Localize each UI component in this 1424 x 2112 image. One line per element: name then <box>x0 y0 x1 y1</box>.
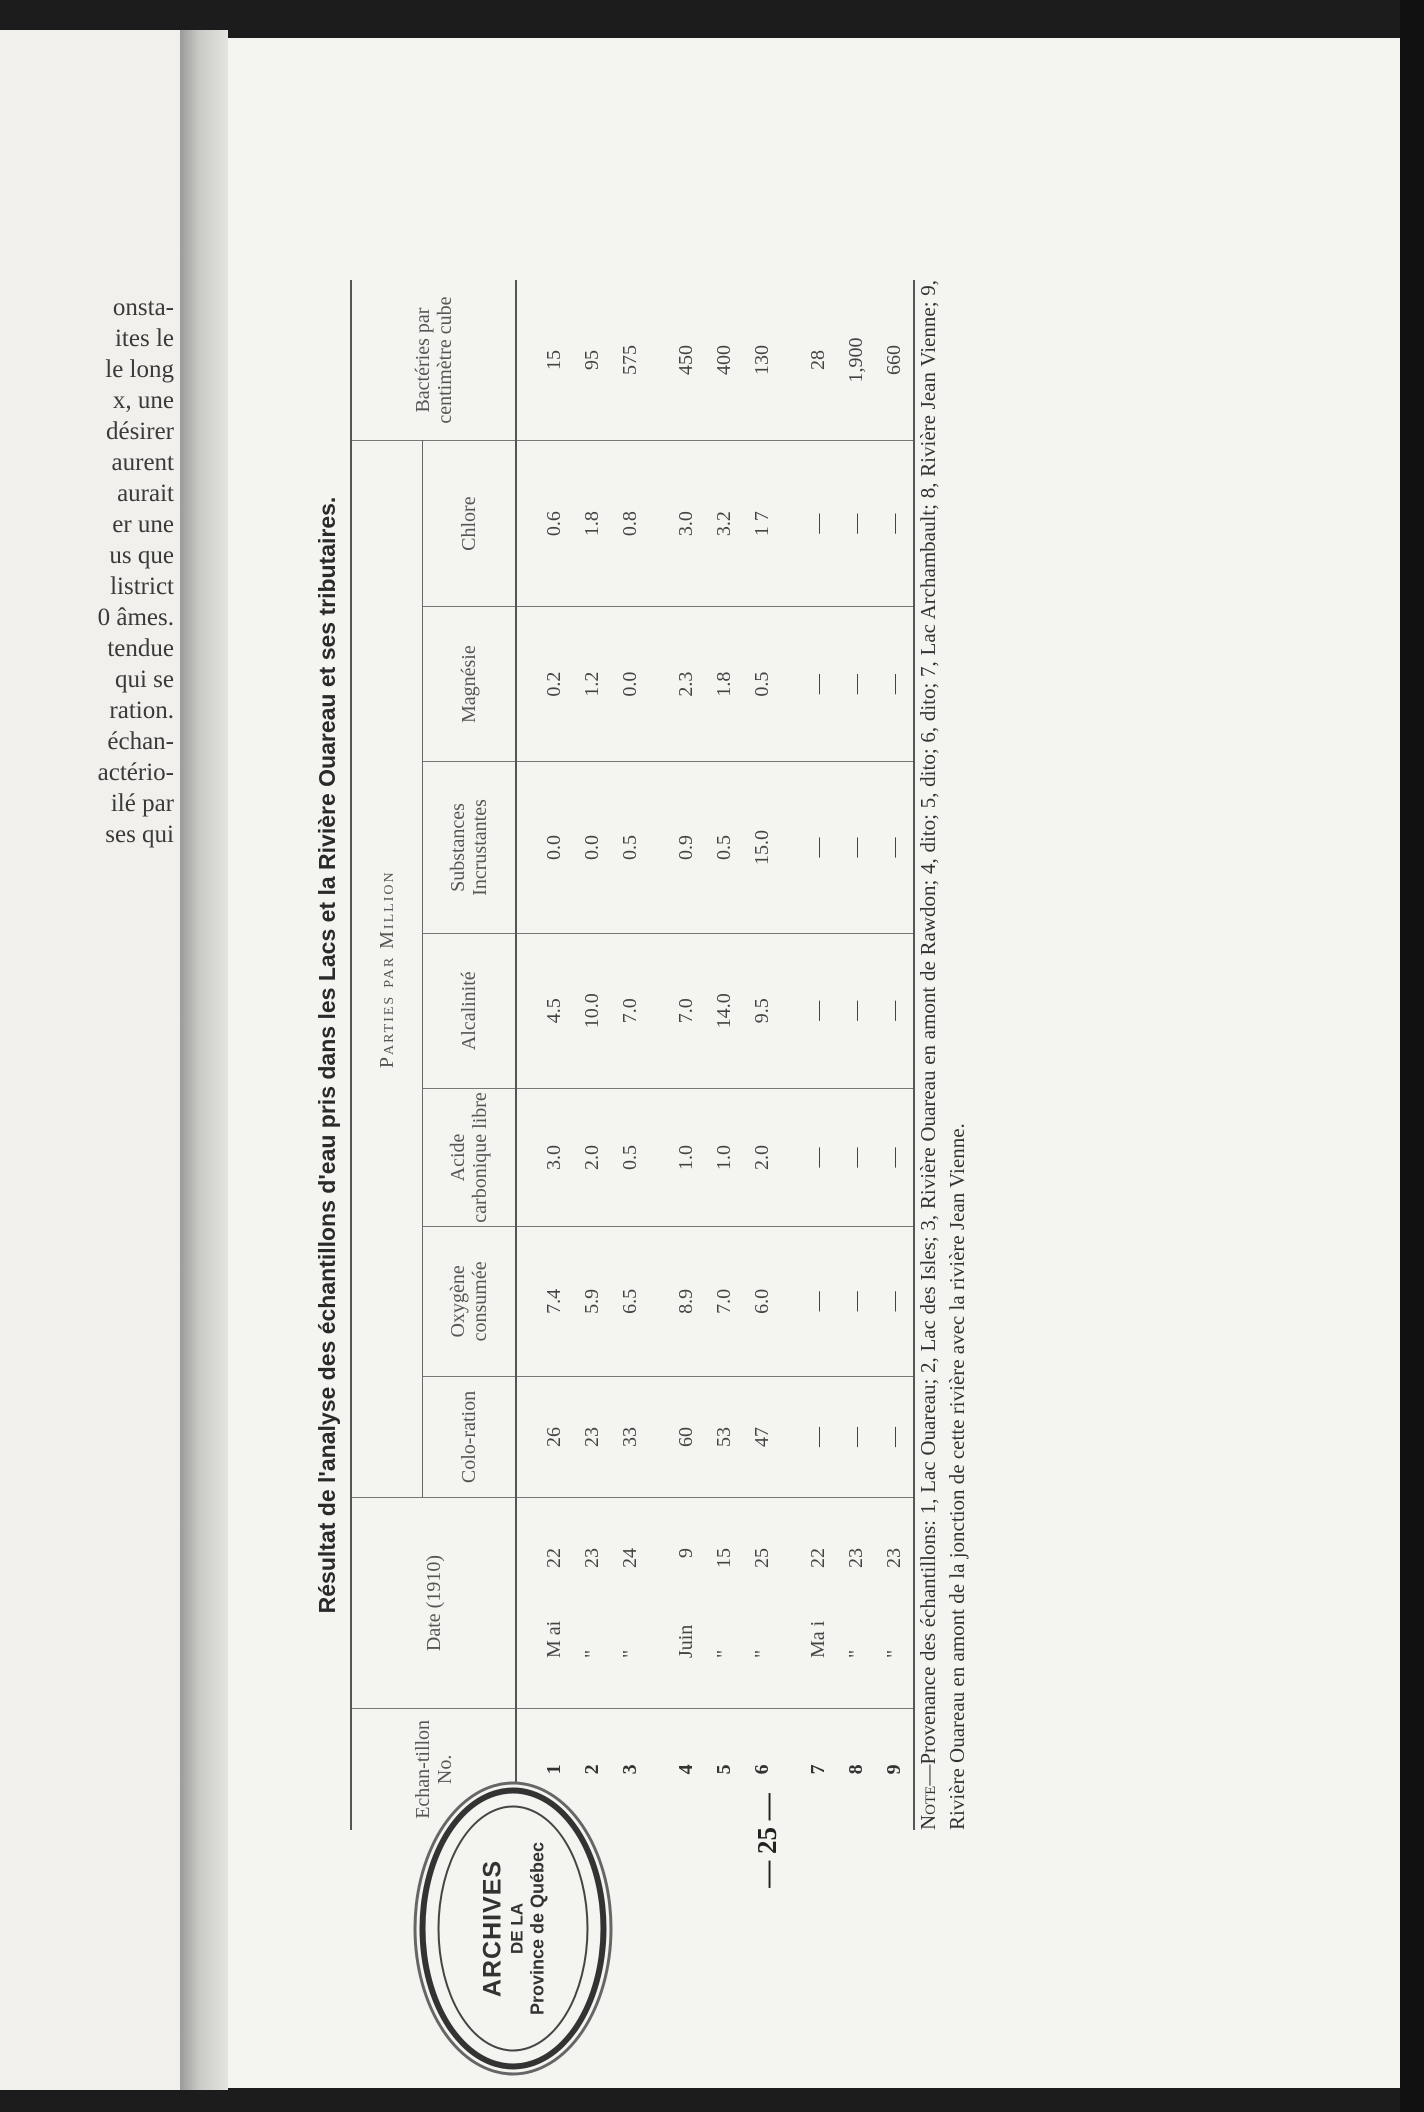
header-parties-par-million: Parties par Million <box>351 441 423 1498</box>
cell-date-day: 9 <box>674 1548 697 1559</box>
cell-date <box>649 1498 705 1708</box>
cell-coloration: 60 <box>649 1376 705 1498</box>
cell-oxygene: — <box>781 1227 837 1376</box>
cell-alcalinite: — <box>875 933 914 1088</box>
cell-oxygene: 6.5 <box>611 1227 649 1376</box>
table-note <box>914 280 972 1830</box>
left-page-text-fragment: er une <box>112 511 174 538</box>
cell-magnesie: 1.2 <box>573 607 611 762</box>
cell-no: 8 <box>844 1764 867 1775</box>
cell-bacteries: 28 <box>781 280 837 441</box>
left-page-text-fragment: tendue <box>107 635 174 662</box>
cell-chlore: — <box>837 441 875 607</box>
cell-chlore: — <box>875 441 914 607</box>
cell-magnesie: — <box>837 607 875 762</box>
cell-substances: 0.0 <box>573 762 611 934</box>
cell-alcalinite: 4.5 <box>516 933 573 1088</box>
cell-substances: — <box>837 762 875 934</box>
header-chlore: Chlore <box>423 441 517 607</box>
cell-alcalinite: — <box>837 933 875 1088</box>
cell-coloration: — <box>781 1376 837 1498</box>
left-page-text-fragment: onsta- <box>112 294 174 321</box>
cell-bacteries: 400 <box>705 280 743 441</box>
cell-acide: 1.0 <box>705 1088 743 1226</box>
cell-date-month: " <box>882 1649 905 1659</box>
page-number: — 25 — <box>751 1793 782 1888</box>
cell-date <box>611 1498 649 1708</box>
cell-magnesie: 0.0 <box>611 607 649 762</box>
cell-date-day: 23 <box>844 1548 867 1569</box>
table-row <box>611 280 649 1830</box>
cell-coloration: — <box>875 1376 914 1498</box>
cell-substances: 0.5 <box>705 762 743 934</box>
cell-bacteries: 1,900 <box>837 280 875 441</box>
table-title: Résultat de l'analyse des échantillons d'eau pris dans les Lacs et la Rivière Ouareau et ses tributaires. <box>314 496 340 1614</box>
cell-no: 7 <box>806 1764 829 1775</box>
cell-magnesie: 2.3 <box>649 607 705 762</box>
left-page <box>0 30 180 2090</box>
cell-substances: 15.0 <box>743 762 781 934</box>
left-page-text-fragment: échan- <box>107 728 174 755</box>
cell-coloration: 23 <box>573 1376 611 1498</box>
cell-chlore: 3.2 <box>705 441 743 607</box>
left-page-text-fragment: ration. <box>109 697 174 724</box>
cell-alcalinite: — <box>781 933 837 1088</box>
left-page-text-fragment: ilé par <box>110 790 174 817</box>
book-gutter <box>180 30 228 2090</box>
left-page-text-fragment: aurait <box>117 480 174 507</box>
cell-date-month: " <box>844 1649 867 1659</box>
stamp-line-3: Province de Québec <box>527 1841 547 2016</box>
cell-date-month: " <box>580 1649 603 1659</box>
left-page-text-fragment: qui se <box>114 666 174 693</box>
cell-substances: — <box>875 762 914 934</box>
cell-bacteries: 575 <box>611 280 649 441</box>
cell-magnesie: 1.8 <box>705 607 743 762</box>
cell-magnesie: — <box>781 607 837 762</box>
left-page-text-fragment: ites le <box>114 325 174 352</box>
cell-alcalinite: 7.0 <box>611 933 649 1088</box>
cell-date <box>837 1498 875 1708</box>
header-oxygene: Oxygène consumée <box>423 1227 517 1376</box>
table-row <box>837 280 875 1830</box>
cell-no: 1 <box>542 1764 565 1775</box>
cell-no: 6 <box>750 1764 773 1775</box>
cell-date-month: Ma i <box>806 1620 829 1659</box>
table-row <box>781 280 837 1830</box>
cell-date-month: " <box>618 1649 641 1659</box>
cell-alcalinite: 14.0 <box>705 933 743 1088</box>
cell-oxygene: 6.0 <box>743 1227 781 1376</box>
cell-date <box>875 1498 914 1708</box>
cell-date-day: 23 <box>580 1548 603 1569</box>
cell-chlore: — <box>781 441 837 607</box>
cell-acide: 1.0 <box>649 1088 705 1226</box>
left-page-text-fragment: 0 âmes. <box>97 604 174 631</box>
cell-substances: 0.0 <box>516 762 573 934</box>
cell-oxygene: — <box>837 1227 875 1376</box>
cell-date <box>705 1498 743 1708</box>
header-coloration: Colo-ration <box>423 1376 517 1498</box>
cell-bacteries: 130 <box>743 280 781 441</box>
cell-oxygene: 8.9 <box>649 1227 705 1376</box>
cell-substances: — <box>781 762 837 934</box>
cell-no: 3 <box>618 1764 641 1775</box>
left-page-text-fragment: us que <box>109 542 174 569</box>
header-acide: Acide carbonique libre <box>423 1088 517 1226</box>
table-row <box>649 280 705 1830</box>
cell-oxygene: 5.9 <box>573 1227 611 1376</box>
table-row <box>705 280 743 1830</box>
cell-chlore: 1.8 <box>573 441 611 607</box>
cell-acide: 0.5 <box>611 1088 649 1226</box>
stamp-line-1: ARCHIVES <box>478 1859 506 1998</box>
cell-date-day: 22 <box>542 1548 565 1569</box>
cell-date <box>516 1498 573 1708</box>
cell-acide: — <box>837 1088 875 1226</box>
cell-no: 9 <box>882 1764 905 1775</box>
cell-chlore: 0.8 <box>611 441 649 607</box>
cell-coloration: 26 <box>516 1376 573 1498</box>
left-page-text-fragment: x, une <box>112 387 174 414</box>
cell-oxygene: — <box>875 1227 914 1376</box>
cell-date-month: " <box>750 1649 773 1659</box>
cell-date <box>573 1498 611 1708</box>
cell-alcalinite: 9.5 <box>743 933 781 1088</box>
left-page-text-fragment: listrict <box>110 573 174 600</box>
header-alcalinite: Alcalinité <box>423 933 517 1088</box>
stamp-line-2: DE LA <box>507 1903 526 1954</box>
cell-alcalinite: 10.0 <box>573 933 611 1088</box>
cell-date-day: 22 <box>806 1548 829 1569</box>
cell-chlore: 1 7 <box>743 441 781 607</box>
cell-date-month: Juin <box>674 1624 697 1659</box>
left-page-text-fragment: actério- <box>97 759 174 786</box>
cell-coloration: 53 <box>705 1376 743 1498</box>
cell-coloration: — <box>837 1376 875 1498</box>
header-substances: Substances Incrustantes <box>423 762 517 934</box>
right-edge <box>1400 0 1424 2112</box>
cell-date-day: 25 <box>750 1548 773 1569</box>
header-date: Date (1910) <box>351 1498 516 1708</box>
note-text: —Provenance des échantillons: 1, Lac Ouareau; 2, Lac des Isles; 3, Rivière Ouareau en amont de Rawdon; 4, dito; 5, dito; 6, dito; 7, Lac Archambault; 8, Rivière Jean Vienne; 9, Rivière Ouareau en amont de la jonction de cette rivière avec la rivière Jean Vienne. <box>916 280 969 1830</box>
cell-date-month: M ai <box>542 1620 565 1659</box>
cell-bacteries: 450 <box>649 280 705 441</box>
cell-magnesie: 0.5 <box>743 607 781 762</box>
rotated-table-page <box>314 280 1229 1830</box>
cell-no: 5 <box>712 1764 735 1775</box>
cell-acide: — <box>875 1088 914 1226</box>
header-bacteries: Bactéries par centimètre cube <box>351 280 516 441</box>
cell-date-month: " <box>712 1649 735 1659</box>
header-echantillon: Echan-tillon No. <box>351 1708 516 1830</box>
cell-bacteries: 95 <box>573 280 611 441</box>
table-row <box>875 280 914 1830</box>
cell-no: 2 <box>580 1764 603 1775</box>
cell-chlore: 0.6 <box>516 441 573 607</box>
note-label: Note <box>916 1785 940 1830</box>
left-page-text-fragment: désirer <box>105 418 174 445</box>
table-row <box>743 280 781 1830</box>
cell-bacteries: 660 <box>875 280 914 441</box>
cell-substances: 0.9 <box>649 762 705 934</box>
cell-coloration: 33 <box>611 1376 649 1498</box>
left-page-text-fragment: ses qui <box>105 821 174 848</box>
cell-acide: — <box>781 1088 837 1226</box>
cell-date-day: 24 <box>618 1548 641 1569</box>
cell-acide: 2.0 <box>743 1088 781 1226</box>
cell-date-day: 15 <box>712 1548 735 1569</box>
cell-date <box>743 1498 781 1708</box>
cell-alcalinite: 7.0 <box>649 933 705 1088</box>
table-row <box>573 280 611 1830</box>
cell-acide: 2.0 <box>573 1088 611 1226</box>
archives-stamp <box>420 1788 607 2070</box>
cell-magnesie: 0.2 <box>516 607 573 762</box>
table-row <box>516 280 573 1830</box>
cell-substances: 0.5 <box>611 762 649 934</box>
cell-chlore: 3.0 <box>649 441 705 607</box>
cell-coloration: 47 <box>743 1376 781 1498</box>
cell-date-day: 23 <box>882 1548 905 1569</box>
analysis-table <box>350 280 915 1830</box>
cell-oxygene: 7.4 <box>516 1227 573 1376</box>
cell-date <box>781 1498 837 1708</box>
left-page-text-fragment: aurent <box>111 449 174 476</box>
cell-no: 4 <box>674 1764 697 1775</box>
cell-magnesie: — <box>875 607 914 762</box>
cell-oxygene: 7.0 <box>705 1227 743 1376</box>
header-magnesie: Magnésie <box>423 607 517 762</box>
left-page-text-fragment: le long <box>105 356 174 383</box>
cell-acide: 3.0 <box>516 1088 573 1226</box>
cell-bacteries: 15 <box>516 280 573 441</box>
